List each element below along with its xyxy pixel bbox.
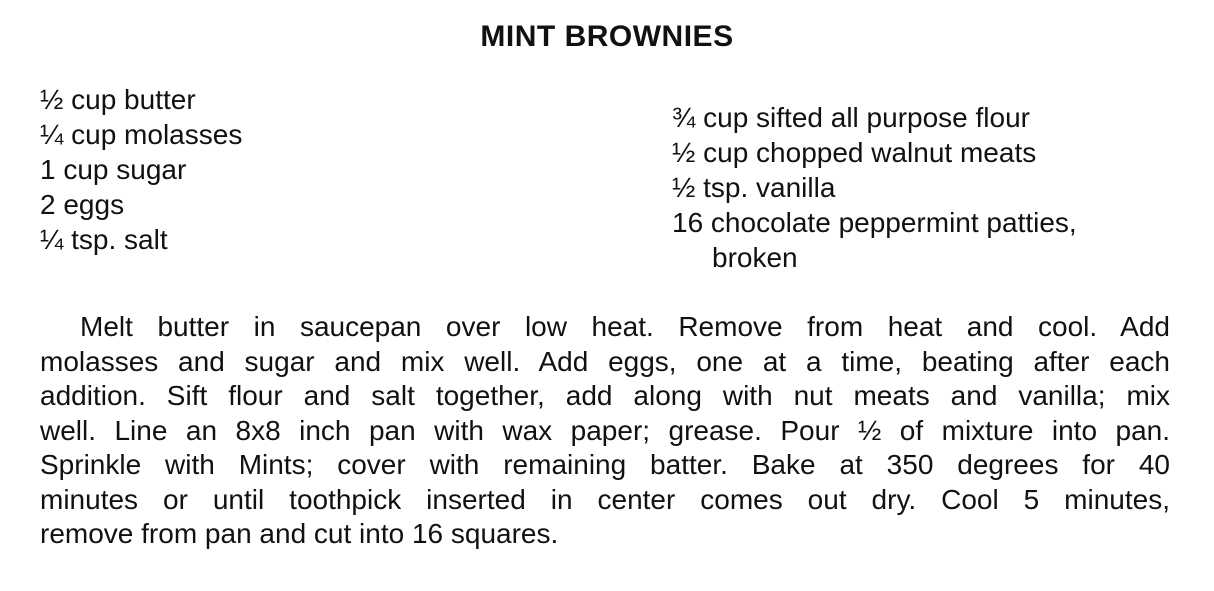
recipe-title: MINT BROWNIES [480, 20, 734, 53]
directions-line: minutes or until toothpick inserted in center comes out dry. Cool 5 minutes, [40, 483, 1170, 515]
ingredient-item: ¼ cup molasses [40, 119, 243, 150]
directions-line: Melt butter in saucepan over low heat. Remove from heat and cool. Add [80, 311, 1170, 342]
ingredient-item: ½ tsp. vanilla [672, 172, 836, 203]
directions-line: Sprinkle with Mints; cover with remaining batter. Bake at 350 degrees for 40 [40, 449, 1170, 480]
ingredient-item-continuation: broken [712, 242, 798, 273]
ingredient-item: 2 eggs [40, 189, 125, 220]
ingredient-item: 16 chocolate peppermint patties, [672, 207, 1077, 238]
directions-paragraph [40, 310, 1170, 552]
directions-line: remove from pan and cut into 16 squares. [40, 518, 559, 549]
ingredient-item: 1 cup sugar [40, 154, 187, 185]
ingredient-item: ¾ cup sifted all purpose flour [672, 102, 1030, 133]
ingredient-item: ½ cup butter [40, 84, 196, 115]
directions-line: molasses and sugar and mix well. Add eggs, one at a time, beating after each [40, 345, 1170, 377]
ingredients-right-column [672, 100, 1077, 275]
ingredients-left-column [40, 82, 242, 257]
ingredient-item: ¼ tsp. salt [40, 224, 168, 255]
directions-line: addition. Sift flour and salt together, add along with nut meats and vanilla; mix [40, 380, 1170, 411]
directions-line: well. Line an 8x8 inch pan with wax paper; grease. Pour ½ of mixture into pan. [40, 414, 1170, 446]
ingredient-item: ½ cup chopped walnut meats [672, 137, 1037, 168]
